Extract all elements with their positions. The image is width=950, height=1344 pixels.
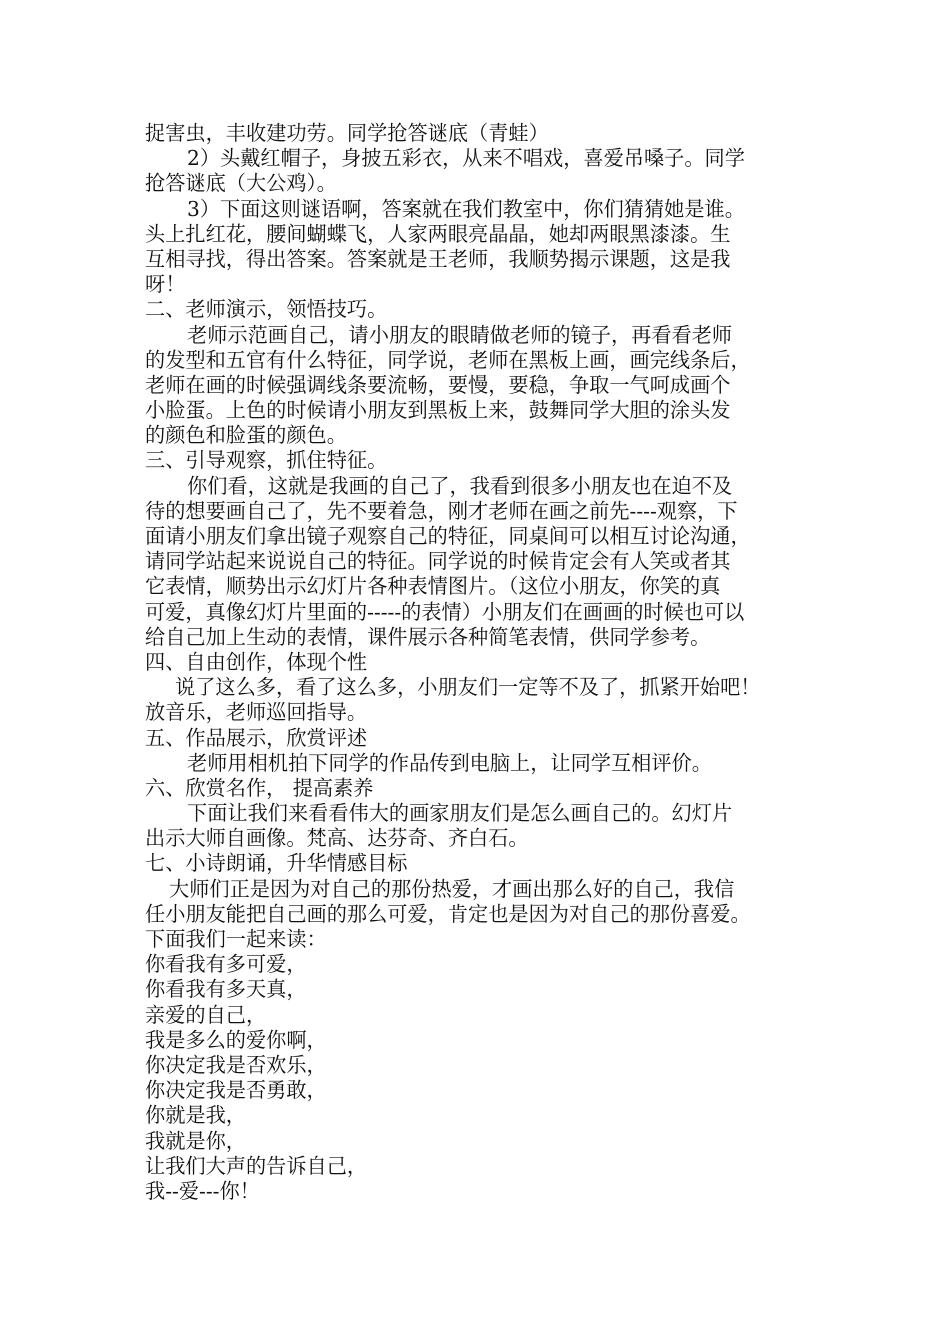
poem-line: 我--爱---你！ bbox=[145, 1178, 260, 1203]
poem-line: 你决定我是否勇敢， bbox=[145, 1078, 327, 1103]
text-line: 它表情，顺势出示幻灯片各种表情图片。（这位小朋友，你笑的真 bbox=[145, 574, 721, 599]
text-line: 下面让我们来看看伟大的画家朋友们是怎么画自己的。幻灯片 bbox=[187, 801, 733, 826]
poem-line: 我是多么的爱你啊， bbox=[145, 1027, 327, 1052]
section-heading: 五、作品展示，欣赏评述 bbox=[145, 725, 368, 750]
text-line: 待的想要画自己了，先不要着急，刚才老师在画之前先----观察，下 bbox=[145, 498, 738, 523]
section-heading: 二、老师演示，领悟技巧。 bbox=[145, 297, 388, 322]
text-line: 抢答谜底（大公鸡）。 bbox=[145, 171, 337, 196]
text-line: 大师们正是因为对自己的那份热爱，才画出那么好的自己，我信 bbox=[169, 876, 735, 901]
text-line: 小脸蛋。上色的时候请小朋友到黑板上来，鼓舞同学大胆的涂头发 bbox=[145, 398, 731, 423]
poem-line: 亲爱的自己， bbox=[145, 1002, 267, 1027]
text-line: 老师示范画自己，请小朋友的眼睛做老师的镜子，再看看老师 bbox=[187, 322, 733, 347]
document-page bbox=[145, 121, 825, 1204]
text-line: 互相寻找，得出答案。答案就是王老师，我顺势揭示课题，这是我 bbox=[145, 246, 731, 271]
text-line: 老师用相机拍下同学的作品传到电脑上，让同学互相评价。 bbox=[187, 750, 712, 775]
poem-line: 你就是我， bbox=[145, 1103, 246, 1128]
text-line: 放音乐，老师巡回指导。 bbox=[145, 700, 368, 725]
text-line: 给自己加上生动的表情，课件展示各种简笔表情，供同学参考。 bbox=[145, 624, 711, 649]
section-heading: 四、自由创作，体现个性 bbox=[145, 649, 368, 674]
poem-line: 我就是你， bbox=[145, 1128, 246, 1153]
text-line: 说了这么多，看了这么多，小朋友们一定等不及了，抓紧开始吧！ bbox=[175, 675, 761, 700]
text-line: 的颜色和脸蛋的颜色。 bbox=[145, 423, 347, 448]
text-line: 出示大师自画像。梵高、达芬奇、齐白石。 bbox=[145, 826, 529, 851]
section-heading: 六、欣赏名作， 提高素养 bbox=[145, 775, 374, 800]
text-line: 头上扎红花，腰间蝴蝶飞，人家两眼亮晶晶，她却两眼黑漆漆。生 bbox=[145, 221, 731, 246]
text-line: 呀！ bbox=[145, 272, 186, 297]
text-line: 3）下面这则谜语啊，答案就在我们教室中，你们猜猜她是谁。 bbox=[187, 196, 745, 221]
poem-line: 让我们大声的告诉自己， bbox=[145, 1153, 368, 1178]
text-line: 请同学站起来说说自己的特征。同学说的时候肯定会有人笑或者其 bbox=[145, 549, 731, 574]
section-heading: 三、引导观察，抓住特征。 bbox=[145, 448, 388, 473]
poem-line: 你决定我是否欢乐， bbox=[145, 1052, 327, 1077]
text-line: 捉害虫，丰收建功劳。同学抢答谜底（青蛙） bbox=[145, 121, 549, 145]
poem-line: 你看我有多可爱， bbox=[145, 952, 307, 977]
text-line: 2）头戴红帽子，身披五彩衣，从来不唱戏，喜爱吊嗓子。同学 bbox=[187, 146, 745, 171]
text-line: 老师在画的时候强调线条要流畅，要慢，要稳，争取一气呵成画个 bbox=[145, 372, 731, 397]
section-heading: 七、小诗朗诵，升华情感目标 bbox=[145, 851, 408, 876]
poem-line: 你看我有多天真， bbox=[145, 977, 307, 1002]
text-line: 下面我们一起来读： bbox=[145, 927, 327, 951]
text-line: 任小朋友能把自己画的那么可爱，肯定也是因为对自己的那份喜爱。 bbox=[145, 901, 751, 926]
text-line: 可爱，真像幻灯片里面的-----的表情）小朋友们在画画的时候也可以 bbox=[145, 599, 745, 624]
text-line: 面请小朋友们拿出镜子观察自己的特征，同桌间可以相互讨论沟通， bbox=[145, 524, 751, 548]
text-line: 的发型和五官有什么特征，同学说，老师在黑板上画，画完线条后， bbox=[145, 347, 751, 372]
text-line: 你们看，这就是我画的自己了，我看到很多小朋友也在迫不及 bbox=[187, 473, 733, 498]
